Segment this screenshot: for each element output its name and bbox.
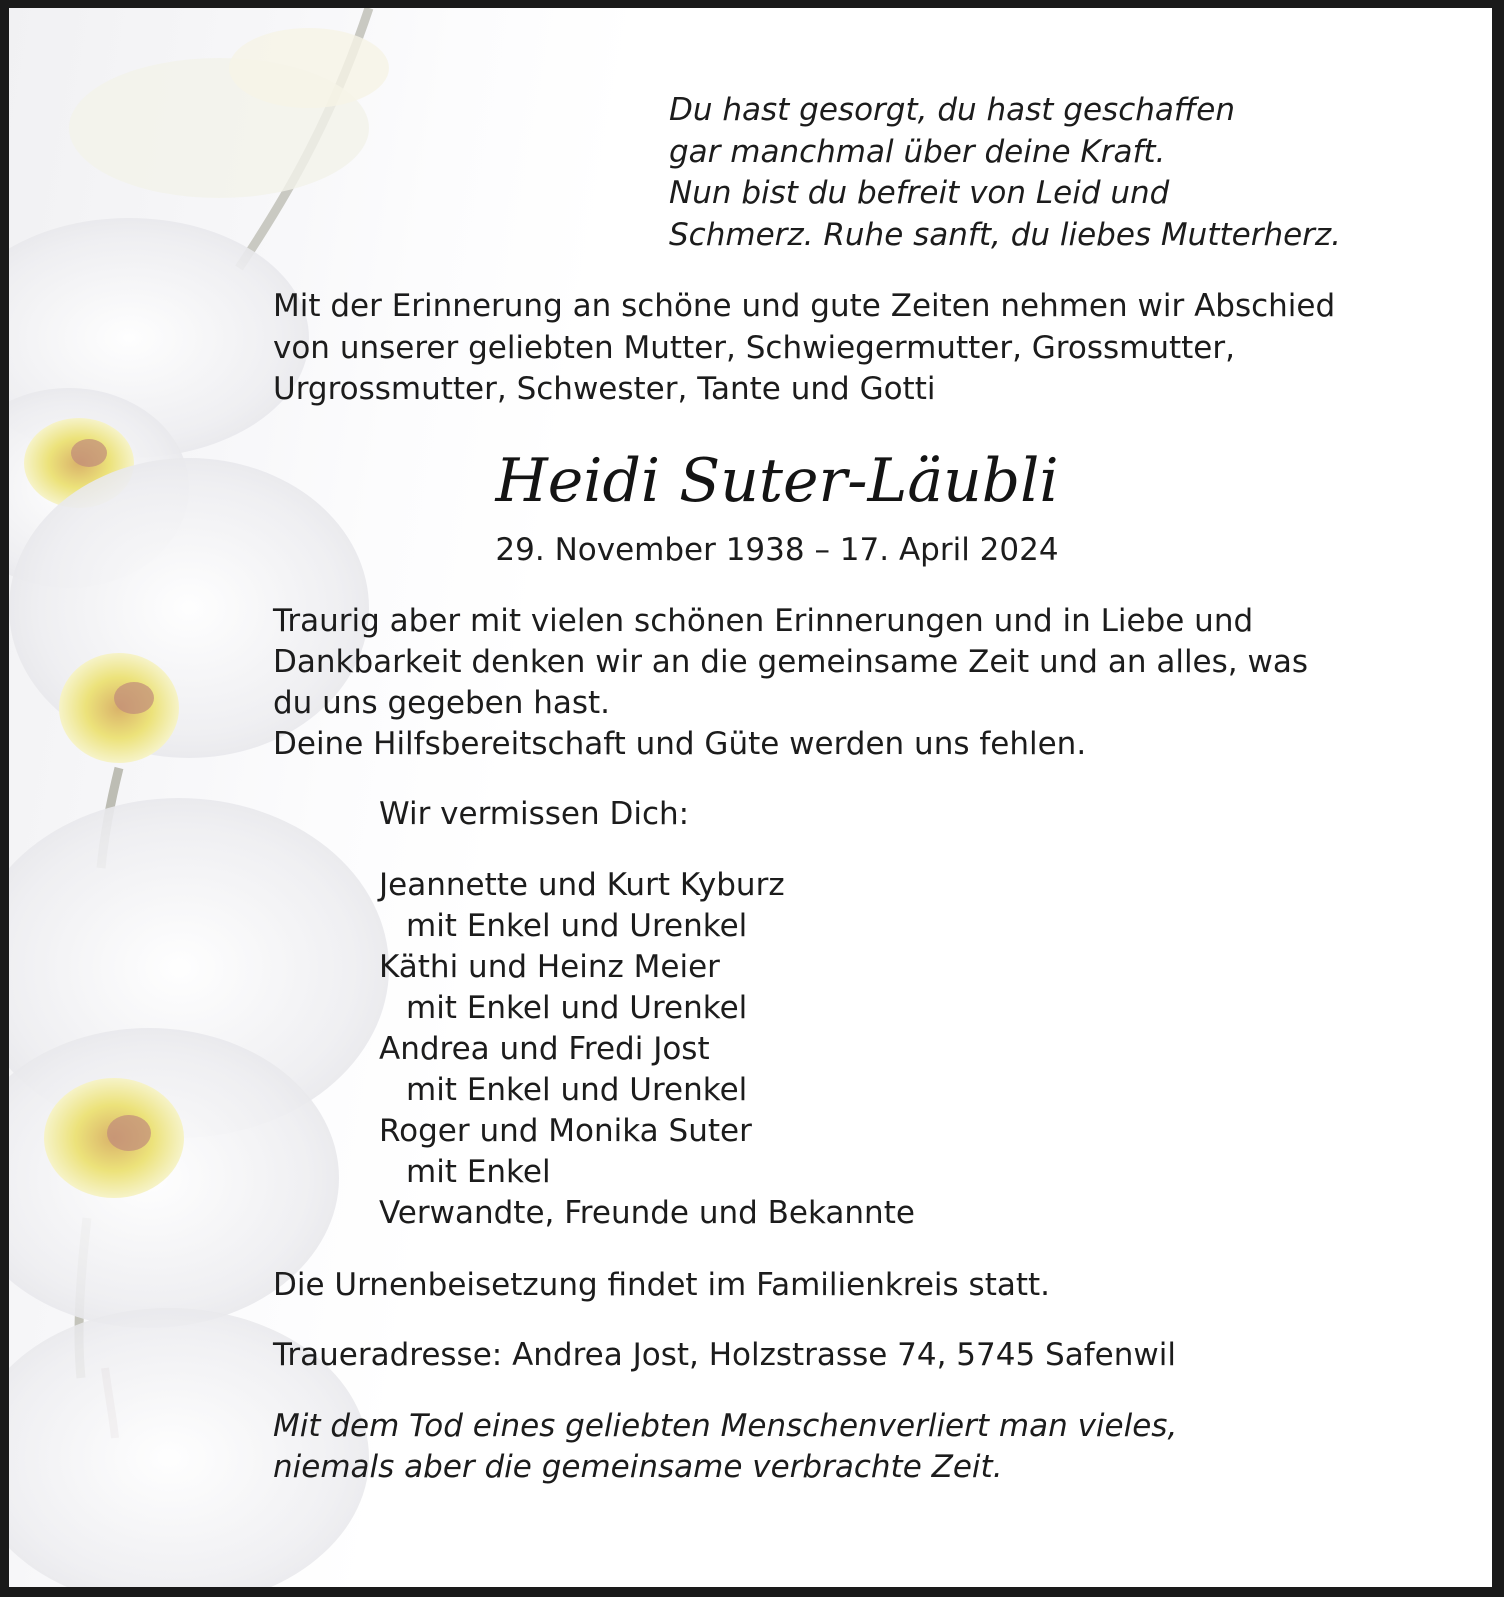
mourner-sub-entry: mit Enkel und Urenkel — [406, 908, 748, 944]
burial-note: Die Urnenbeisetzung findet im Familienkreis statt. — [273, 1267, 1051, 1303]
intro-line: Mit der Erinnerung an schöne und gute Zeiten nehmen wir Abschied — [273, 288, 1336, 324]
life-dates: 29. November 1938 – 17. April 2024 — [495, 532, 1059, 568]
poem-line: Nun bist du befreit von Leid und — [669, 175, 1170, 211]
message-line: Dankbarkeit denken wir an die gemeinsame Zeit und an alles, was — [273, 644, 1308, 680]
closing-line: niemals aber die gemeinsame verbrachte Zeit. — [273, 1449, 1003, 1485]
mourner-sub-entry: mit Enkel — [406, 1154, 551, 1190]
deceased-name: Heidi Suter-Läubli — [495, 446, 1059, 516]
mourner-entry: Andrea und Fredi Jost — [379, 1031, 710, 1067]
intro-line: von unserer geliebten Mutter, Schwiegermutter, Grossmutter, — [273, 330, 1235, 366]
mourner-entry: Käthi und Heinz Meier — [379, 949, 720, 985]
message-line: du uns gegeben hast. — [273, 685, 611, 721]
mourning-address: Traueradresse: Andrea Jost, Holzstrasse 74, 5745 Safenwil — [273, 1337, 1176, 1373]
mourners-heading: Wir vermissen Dich: — [379, 796, 690, 832]
poem-line: Du hast gesorgt, du hast geschaffen — [669, 92, 1235, 128]
mourner-entry: Verwandte, Freunde und Bekannte — [379, 1195, 915, 1231]
mourner-entry: Jeannette und Kurt Kyburz — [379, 867, 785, 903]
mourner-entry: Roger und Monika Suter — [379, 1113, 752, 1149]
mourner-sub-entry: mit Enkel und Urenkel — [406, 990, 748, 1026]
poem-line: gar manchmal über deine Kraft. — [669, 134, 1166, 170]
message-line: Traurig aber mit vielen schönen Erinnerungen und in Liebe und — [273, 603, 1254, 639]
message-line: Deine Hilfsbereitschaft und Güte werden uns fehlen. — [273, 726, 1087, 762]
poem-line: Schmerz. Ruhe sanft, du liebes Mutterherz. — [669, 217, 1342, 253]
closing-line: Mit dem Tod eines geliebten Menschenverliert man vieles, — [273, 1408, 1178, 1444]
intro-line: Urgrossmutter, Schwester, Tante und Gotti — [273, 371, 936, 407]
mourner-sub-entry: mit Enkel und Urenkel — [406, 1072, 748, 1108]
